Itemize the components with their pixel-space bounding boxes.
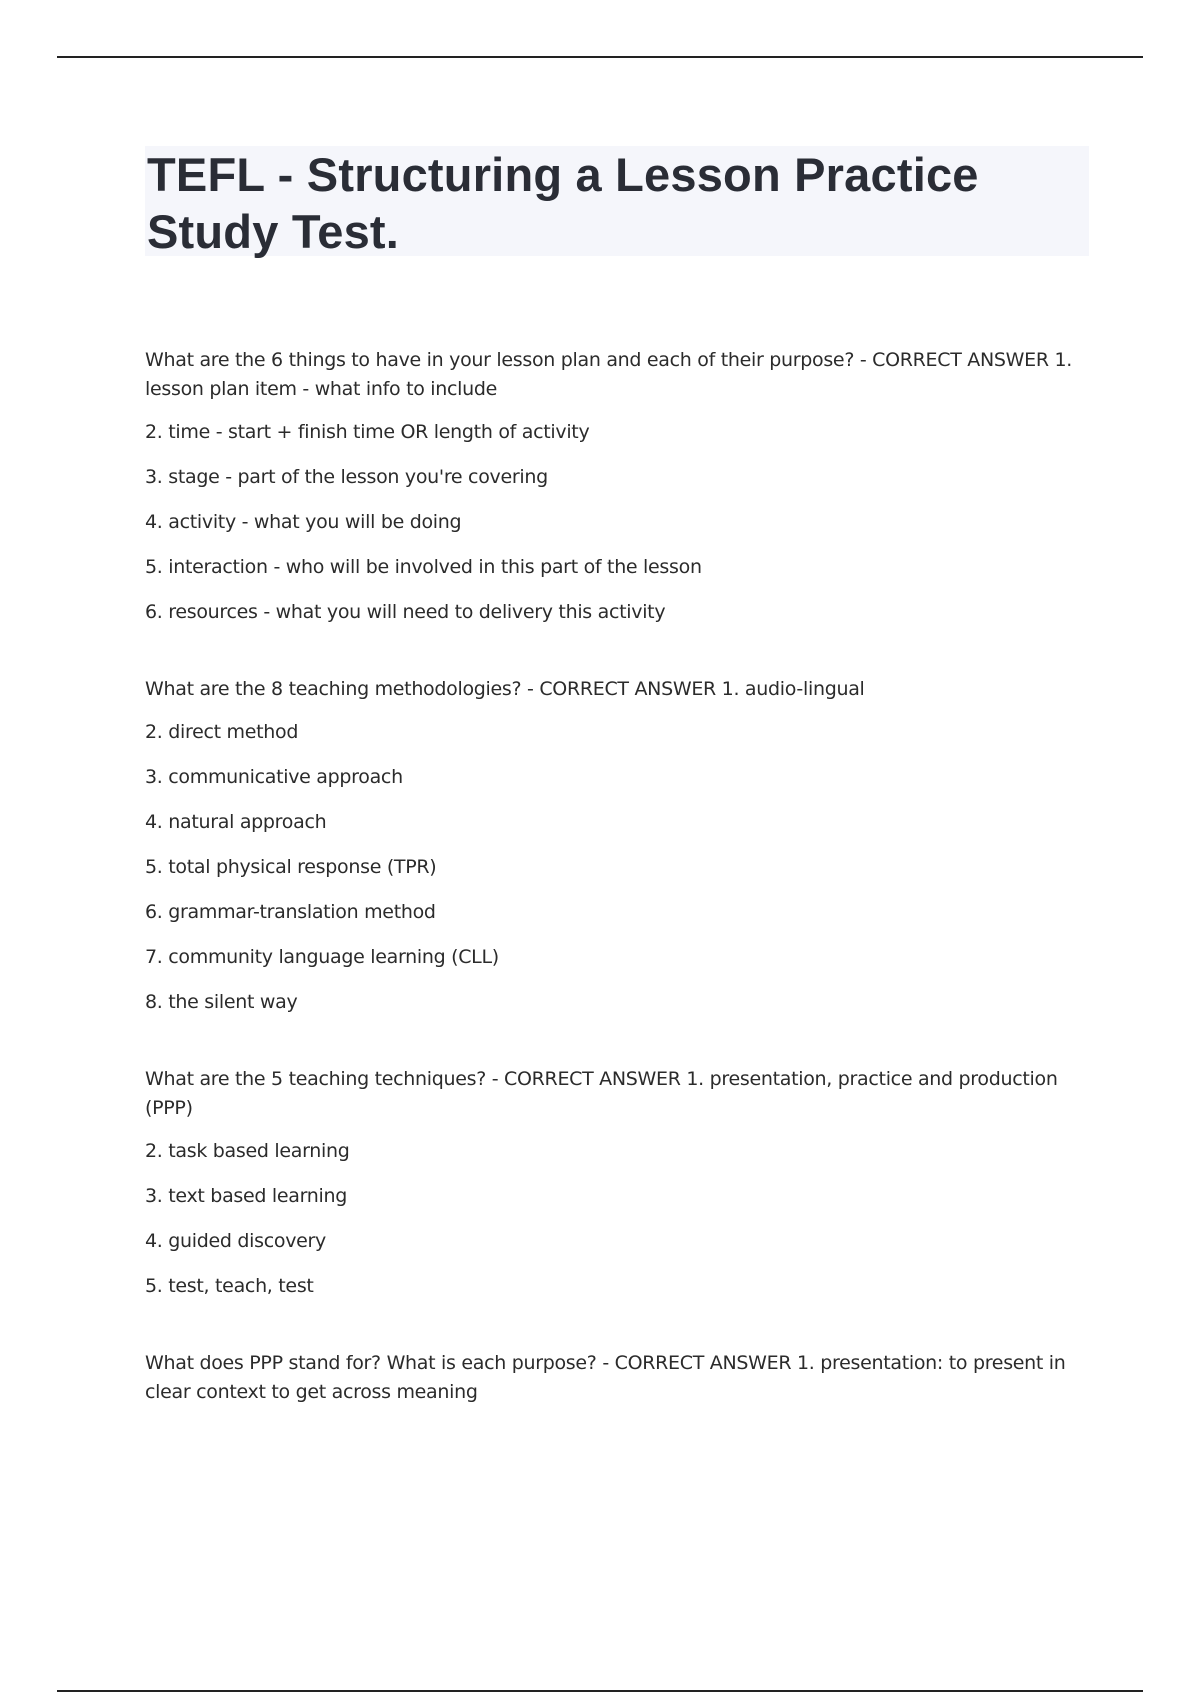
answer-line: 2. task based learning <box>145 1140 350 1162</box>
answer-line: 3. communicative approach <box>145 766 403 788</box>
answer-line: 3. stage - part of the lesson you're covering <box>145 466 548 488</box>
answer-line: 3. text based learning <box>145 1185 348 1207</box>
answer-line: 2. time - start + finish time OR length of activity <box>145 421 590 443</box>
answer-line: 6. grammar-translation method <box>145 901 436 923</box>
qa-item <box>145 346 1105 627</box>
answer-line: 7. community language learning (CLL) <box>145 946 499 968</box>
answer-line: 5. interaction - who will be involved in this part of the lesson <box>145 556 702 578</box>
answer-line: 4. natural approach <box>145 811 327 833</box>
question-text: What are the 8 teaching methodologies? - CORRECT ANSWER 1. audio-lingual <box>145 678 865 700</box>
answer-line: 5. test, teach, test <box>145 1275 314 1297</box>
qa-item <box>145 1349 1105 1407</box>
answer-line: 5. total physical response (TPR) <box>145 856 437 878</box>
qa-list <box>145 346 1105 1455</box>
answer-line: 4. activity - what you will be doing <box>145 511 462 533</box>
question-text: What are the 5 teaching techniques? - CORRECT ANSWER 1. presentation, practice and production (PPP) <box>145 1068 1058 1119</box>
top-rule <box>57 56 1143 58</box>
answer-line: 8. the silent way <box>145 991 298 1013</box>
question-text: What does PPP stand for? What is each purpose? - CORRECT ANSWER 1. presentation: to present in clear context to get across meaning <box>145 1352 1066 1403</box>
answer-line: 4. guided discovery <box>145 1230 326 1252</box>
title-block <box>145 146 1089 256</box>
bottom-rule <box>57 1690 1143 1692</box>
qa-item <box>145 675 1105 1017</box>
answer-line: 2. direct method <box>145 721 299 743</box>
answer-line: 6. resources - what you will need to delivery this activity <box>145 601 666 623</box>
question-text: What are the 6 things to have in your lesson plan and each of their purpose? - CORRECT ANSWER 1. lesson plan item - what info to include <box>145 349 1073 400</box>
qa-item <box>145 1065 1105 1301</box>
page-title: TEFL - Structuring a Lesson Practice Study Test. <box>147 148 979 258</box>
